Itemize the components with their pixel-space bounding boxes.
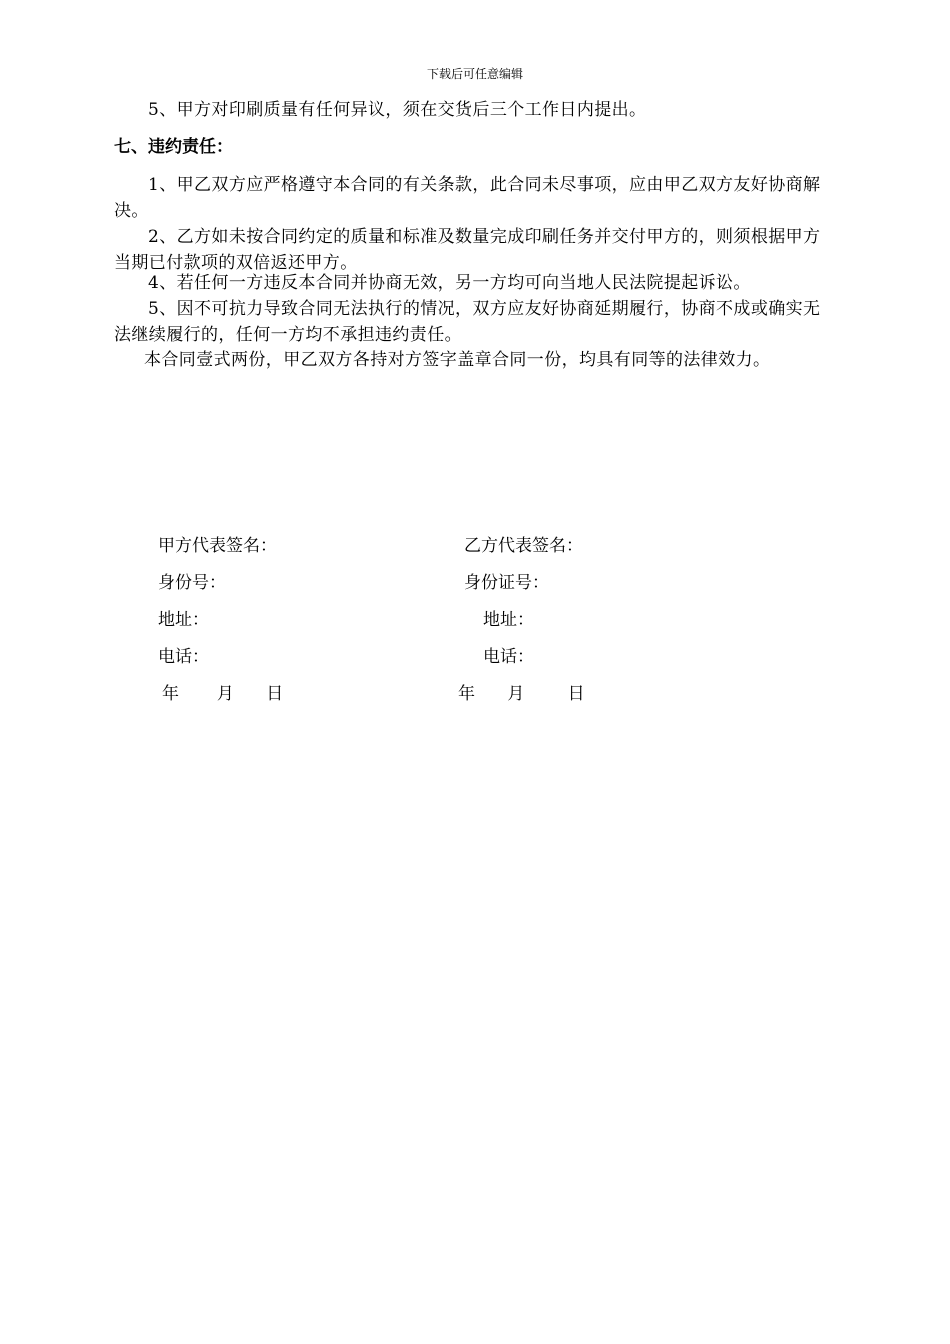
clause-5-quality-objection: 5、甲方对印刷质量有任何异议，须在交货后三个工作日内提出。 — [148, 100, 647, 120]
party-b-id-label: 身份证号： — [464, 573, 549, 593]
party-a-rep-signature-label: 甲方代表签名： — [158, 536, 277, 556]
party-a-phone-label: 电话： — [158, 647, 209, 667]
page-header: 下载后可任意编辑 — [426, 67, 523, 81]
party-a-id-label: 身份号： — [158, 573, 226, 593]
section-7-clause-1: 1、甲乙双方应严格遵守本合同的有关条款，此合同未尽事项，应由甲乙双方友好协商解决。 — [114, 175, 821, 221]
section-7-clause-5: 5、因不可抗力导致合同无法执行的情况，双方应友好协商延期履行，协商不成或确实无法继续履行的，任何一方均不承担违约责任。 — [114, 299, 821, 345]
party-b-date-line: 年 月 日 — [458, 684, 585, 704]
party-a-date-line: 年 月 日 — [162, 684, 284, 704]
closing-statement: 本合同壹式两份，甲乙双方各持对方签字盖章合同一份，均具有同等的法律效力。 — [144, 350, 771, 370]
party-a-address-label: 地址： — [158, 610, 209, 630]
section-7-clause-2: 2、乙方如未按合同约定的质量和标准及数量完成印刷任务并交付甲方的，则须根据甲方当期已付款项的双倍返还甲方。 — [114, 227, 821, 273]
section-7-heading: 七、违约责任： — [114, 137, 233, 157]
section-7-clause-4: 4、若任何一方违反本合同并协商无效，另一方均可向当地人民法院提起诉讼。 — [148, 273, 751, 293]
party-b-rep-signature-label: 乙方代表签名： — [464, 536, 583, 556]
party-b-address-label: 地址： — [483, 610, 534, 630]
party-b-phone-label: 电话： — [483, 647, 534, 667]
